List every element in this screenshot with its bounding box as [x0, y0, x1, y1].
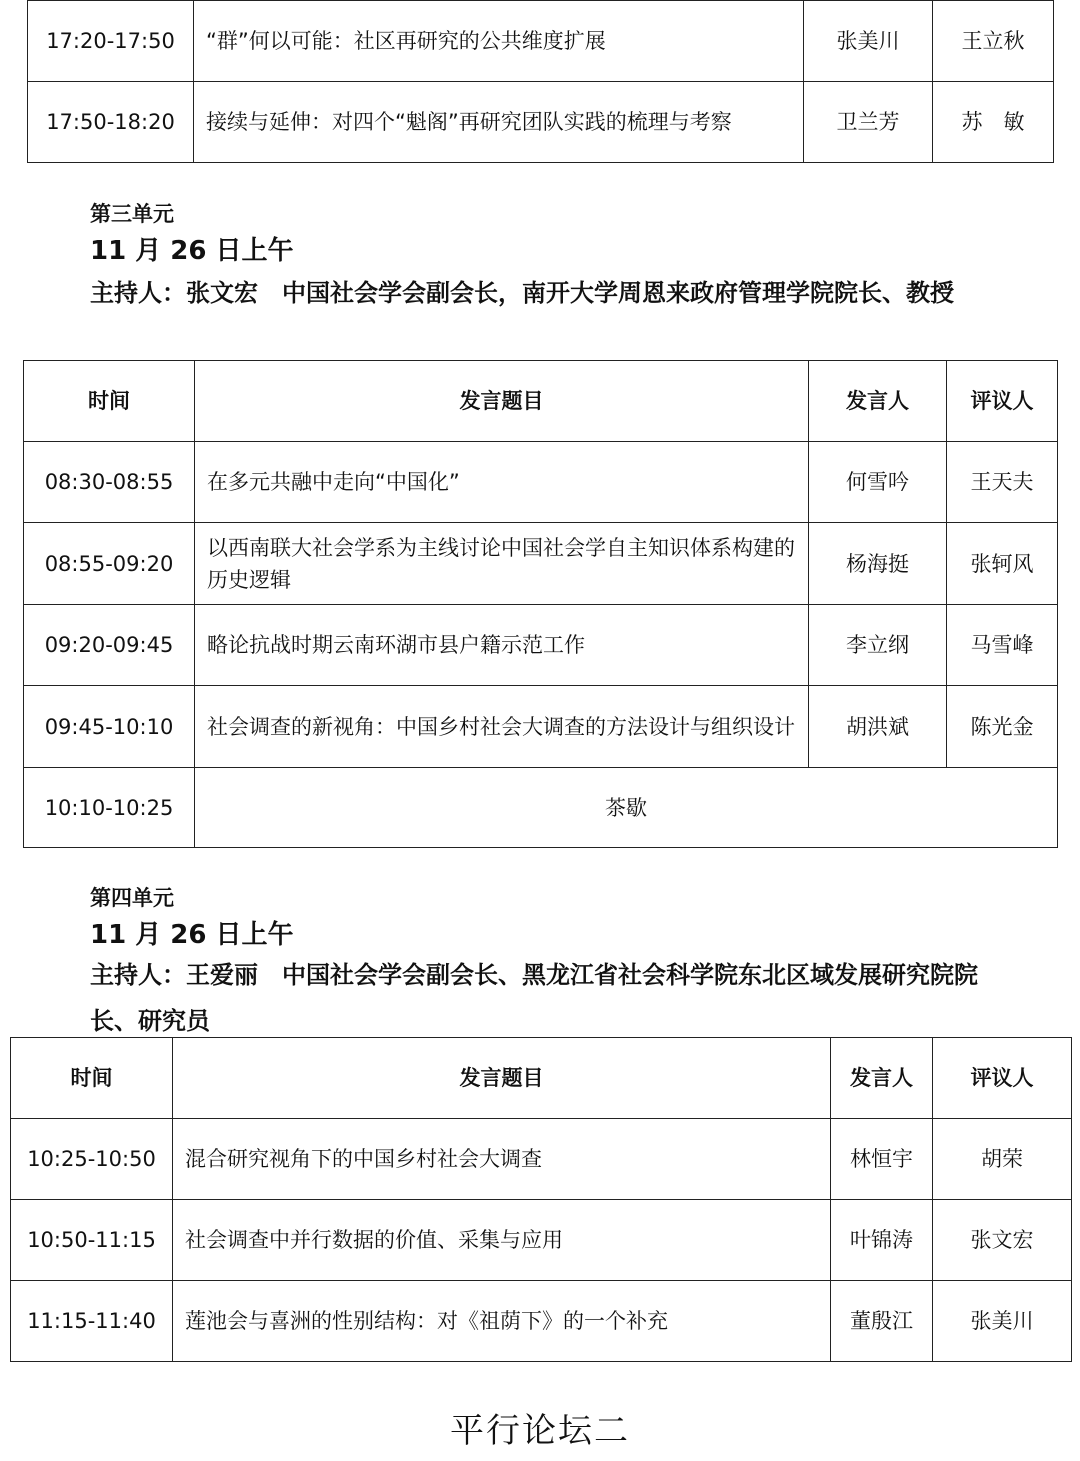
header-discussant: 评议人 — [947, 361, 1058, 442]
time-cell: 17:50-18:20 — [28, 82, 194, 163]
table-row-break — [24, 768, 1058, 848]
table-header-row — [11, 1038, 1072, 1119]
discussant-cell: 陈光金 — [947, 686, 1058, 768]
speaker-cell: 卫兰芳 — [804, 82, 933, 163]
header-topic: 发言题目 — [195, 361, 809, 442]
speaker-cell: 叶锦涛 — [831, 1200, 933, 1281]
schedule-table-continued — [27, 0, 1054, 163]
unit-4-host: 主持人：王爱丽 中国社会学会副会长、黑龙江省社会科学院东北区域发展研究院院长、研究员 — [90, 961, 978, 1035]
time-cell: 09:20-09:45 — [24, 605, 195, 686]
time-cell: 11:15-11:40 — [11, 1281, 173, 1362]
table-row — [28, 82, 1054, 163]
speaker-cell: 杨海挺 — [809, 523, 947, 605]
schedule-table-unit-4 — [10, 1037, 1072, 1362]
topic-cell: 社会调查中并行数据的价值、采集与应用 — [173, 1200, 831, 1281]
header-time: 时间 — [11, 1038, 173, 1119]
time-cell: 17:20-17:50 — [28, 1, 194, 82]
table-row — [24, 523, 1058, 605]
time-cell: 09:45-10:10 — [24, 686, 195, 768]
time-cell: 10:10-10:25 — [24, 768, 195, 848]
topic-cell: 社会调查的新视角：中国乡村社会大调查的方法设计与组织设计 — [195, 686, 809, 768]
unit-4-date: 11 月 26 日上午 — [90, 920, 294, 950]
topic-cell: 略论抗战时期云南环湖市县户籍示范工作 — [195, 605, 809, 686]
table-row — [24, 686, 1058, 768]
discussant-cell: 王天夫 — [947, 442, 1058, 523]
discussant-cell: 王立秋 — [933, 1, 1054, 82]
topic-cell: 莲池会与喜洲的性别结构：对《祖荫下》的一个补充 — [173, 1281, 831, 1362]
table-row — [28, 1, 1054, 82]
speaker-cell: 张美川 — [804, 1, 933, 82]
unit-3-date: 11 月 26 日上午 — [90, 236, 294, 266]
header-topic: 发言题目 — [173, 1038, 831, 1119]
unit-3-host: 主持人：张文宏 中国社会学会副会长，南开大学周恩来政府管理学院院长、教授 — [90, 279, 954, 307]
table-row — [11, 1281, 1072, 1362]
time-cell: 08:55-09:20 — [24, 523, 195, 605]
break-cell: 茶歇 — [195, 768, 1058, 848]
topic-cell: 在多元共融中走向“中国化” — [195, 442, 809, 523]
discussant-cell: 马雪峰 — [947, 605, 1058, 686]
speaker-cell: 董殷江 — [831, 1281, 933, 1362]
table-row — [24, 605, 1058, 686]
table-header-row — [24, 361, 1058, 442]
topic-cell: 接续与延伸：对四个“魁阁”再研究团队实践的梳理与考察 — [194, 82, 804, 163]
table-row — [11, 1119, 1072, 1200]
speaker-cell: 林恒宇 — [831, 1119, 933, 1200]
discussant-cell: 胡荣 — [933, 1119, 1072, 1200]
time-cell: 10:50-11:15 — [11, 1200, 173, 1281]
discussant-cell: 张轲风 — [947, 523, 1058, 605]
section-title: 平行论坛二 — [450, 1411, 630, 1451]
topic-cell: 以西南联大社会学系为主线讨论中国社会学自主知识体系构建的历史逻辑 — [195, 523, 809, 605]
discussant-cell: 张美川 — [933, 1281, 1072, 1362]
unit-3-label: 第三单元 — [90, 202, 174, 226]
discussant-cell: 张文宏 — [933, 1200, 1072, 1281]
header-speaker: 发言人 — [831, 1038, 933, 1119]
header-discussant: 评议人 — [933, 1038, 1072, 1119]
time-cell: 10:25-10:50 — [11, 1119, 173, 1200]
topic-cell: 混合研究视角下的中国乡村社会大调查 — [173, 1119, 831, 1200]
header-time: 时间 — [24, 361, 195, 442]
speaker-cell: 胡洪斌 — [809, 686, 947, 768]
speaker-cell: 何雪吟 — [809, 442, 947, 523]
table-row — [24, 442, 1058, 523]
schedule-table-unit-3 — [23, 360, 1058, 848]
discussant-cell: 苏 敏 — [933, 82, 1054, 163]
speaker-cell: 李立纲 — [809, 605, 947, 686]
time-cell: 08:30-08:55 — [24, 442, 195, 523]
topic-cell: “群”何以可能：社区再研究的公共维度扩展 — [194, 1, 804, 82]
unit-4-label: 第四单元 — [90, 886, 174, 910]
header-speaker: 发言人 — [809, 361, 947, 442]
table-row — [11, 1200, 1072, 1281]
